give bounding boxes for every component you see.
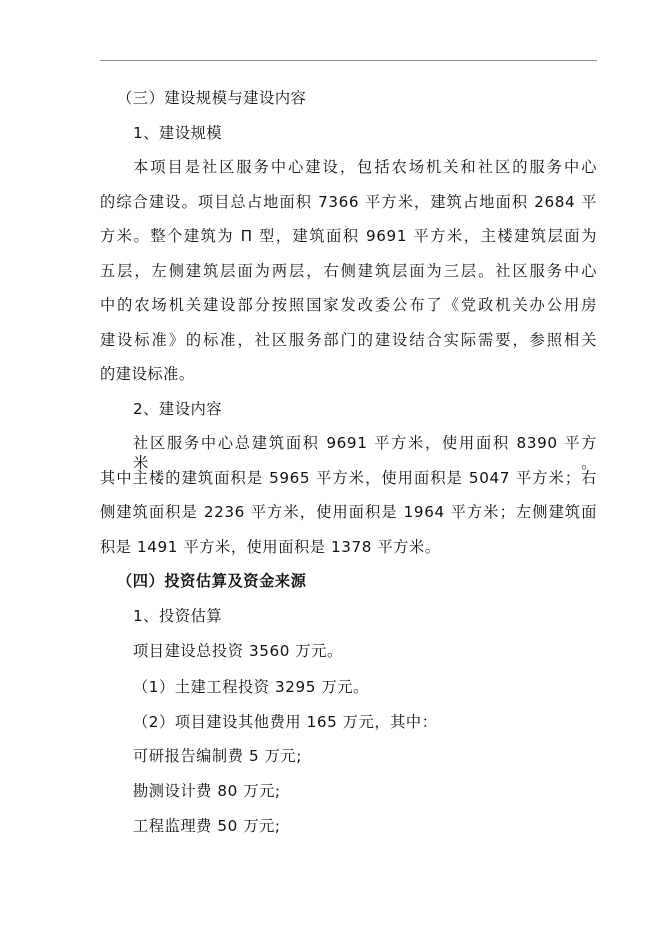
section4-sub1-line-5: 勘测设计费 80 万元;: [133, 782, 281, 800]
section3-sub1-line-4: 五层，左侧建筑层面为两层，右侧建筑层面为三层。社区服务中心: [100, 262, 597, 280]
section3-sub1-line-3: 方米。整个建筑为 Π 型，建筑面积 9691 平方米，主楼建筑层面为: [100, 227, 597, 245]
section3-sub1-line-6: 建设标准》的标准，社区服务部门的建设结合实际需要，参照相关: [100, 331, 597, 349]
section4-sub1-line-6: 工程监理费 50 万元;: [133, 817, 281, 835]
section4-heading: （四）投资估算及资金来源: [117, 572, 307, 590]
header-rule: [100, 60, 597, 61]
section3-sub1-line-1: 本项目是社区服务中心建设，包括农场机关和社区的服务中心: [133, 158, 597, 176]
section4-sub1-line-1: 项目建设总投资 3560 万元。: [133, 642, 343, 660]
section3-sub2-line-1: 社区服务中心总建筑面积 9691 平方米，使用面积 8390 平方米。: [133, 434, 597, 472]
section3-sub2-line-2: 其中主楼的建筑面积是 5965 平方米，使用面积是 5047 平方米；右: [100, 469, 597, 487]
section3-sub1-line-2: 的综合建设。项目总占地面积 7366 平方米，建筑占地面积 2684 平: [100, 193, 597, 211]
section4-sub1-line-2: （1）土建工程投资 3295 万元。: [133, 678, 369, 696]
section3-sub2-title: 2、建设内容: [133, 400, 223, 418]
section3-sub1-title: 1、建设规模: [133, 124, 223, 142]
section3-sub1-line-5: 中的农场机关建设部分按照国家发改委公布了《党政机关办公用房: [100, 296, 597, 314]
section4-sub1-line-4: 可研报告编制费 5 万元;: [133, 747, 302, 765]
section3-heading: （三）建设规模与建设内容: [117, 89, 307, 107]
section3-sub2-line-3: 侧建筑面积是 2236 平方米，使用面积是 1964 平方米；左侧建筑面: [100, 503, 597, 521]
section4-sub1-title: 1、投资估算: [133, 607, 223, 625]
section4-sub1-line-3: （2）项目建设其他费用 165 万元，其中：: [133, 713, 438, 731]
section3-sub1-line-7: 的建设标准。: [100, 365, 195, 383]
section3-sub2-line-4: 积是 1491 平方米，使用面积是 1378 平方米。: [100, 538, 441, 556]
